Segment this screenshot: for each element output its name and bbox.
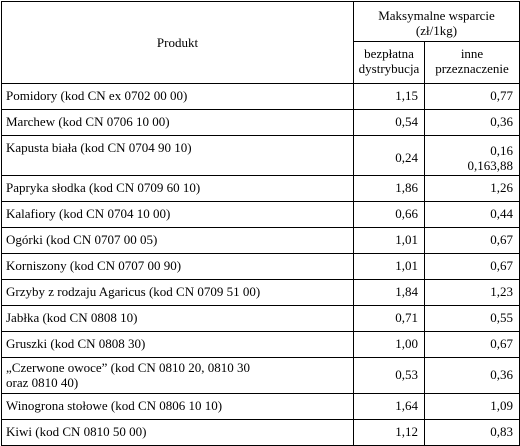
header-max-support [354,2,520,42]
other-value-cell: 0,36 [425,110,520,136]
product-cell [2,358,354,394]
product-cell: Ogórki (kod CN 0707 00 05) [2,228,354,254]
other-value-cell: 0,44 [425,202,520,228]
table-row [2,228,520,254]
other-value: 0,16 [490,142,514,158]
free-value-cell: 0,54 [354,110,425,136]
product-cell: Pomidory (kod CN ex 0702 00 00) [2,84,354,110]
other-value-cell: 1,23 [425,280,520,306]
other-value-cell: 0,77 [425,84,520,110]
table-row [2,176,520,202]
support-table [1,1,520,446]
free-value-cell: 0,53 [354,358,425,394]
other-value-cell: 0,83 [425,420,520,446]
free-value-cell: 1,01 [354,254,425,280]
free-value-cell: 0,71 [354,306,425,332]
header-other-purpose [425,42,520,84]
free-value-cell: 0,24 [354,136,425,176]
other-value-cell: 1,09 [425,394,520,420]
table-row [2,280,520,306]
header-product [2,2,354,84]
header-row-top [2,2,520,42]
product-line1: „Czerwone owoce” (kod CN 0810 20, 0810 30 [6,360,251,375]
other-value-cell: 1,26 [425,176,520,202]
product-cell: Kapusta biała (kod CN 0704 90 10) [2,136,354,176]
free-value-cell: 1,64 [354,394,425,420]
table-row [2,136,520,176]
free-value-cell: 0,66 [354,202,425,228]
table-row [2,332,520,358]
free-value-cell: 1,86 [354,176,425,202]
free-value-cell: 1,84 [354,280,425,306]
other-value-cell: 0,67 [425,228,520,254]
table-row [2,358,520,394]
other-value-cell [425,136,520,176]
header-max-support-line2: (zł/1kg) [415,23,458,38]
product-cell: Kalafiory (kod CN 0704 10 00) [2,202,354,228]
table-row [2,84,520,110]
product-cell: Korniszony (kod CN 0707 00 90) [2,254,354,280]
product-cell: Marchew (kod CN 0706 10 00) [2,110,354,136]
table-row [2,202,520,228]
product-cell: Gruszki (kod CN 0808 30) [2,332,354,358]
table-row [2,394,520,420]
other-value-cell: 0,55 [425,306,520,332]
header-other-line2: przeznaczenie [435,61,509,76]
table-row [2,110,520,136]
free-value-cell: 1,15 [354,84,425,110]
product-cell: Grzyby z rodzaju Agaricus (kod CN 0709 51 00) [2,280,354,306]
header-other-line1: inne [460,46,484,61]
free-value-cell: 1,12 [354,420,425,446]
product-cell: Jabłka (kod CN 0808 10) [2,306,354,332]
header-free-line1: bezpłatna [364,46,414,61]
free-value-cell: 1,01 [354,228,425,254]
header-free-distribution [354,42,425,84]
header-max-support-line1: Maksymalne wsparcie [378,8,495,23]
other-value-cell: 0,67 [425,254,520,280]
header-product-label: Produkt [156,35,199,50]
other-value-cell: 0,67 [425,332,520,358]
product-line2: oraz 0810 40) [6,375,79,390]
other-value-cell: 0,36 [425,358,520,394]
product-cell: Papryka słodka (kod CN 0709 60 10) [2,176,354,202]
product-cell: Kiwi (kod CN 0810 50 00) [2,420,354,446]
table-row [2,306,520,332]
free-value-cell: 1,00 [354,332,425,358]
other-value-extra: 0,163,88 [467,157,514,173]
product-cell: Winogrona stołowe (kod CN 0806 10 10) [2,394,354,420]
table-row [2,254,520,280]
header-free-line2: dystrybucja [358,61,420,76]
